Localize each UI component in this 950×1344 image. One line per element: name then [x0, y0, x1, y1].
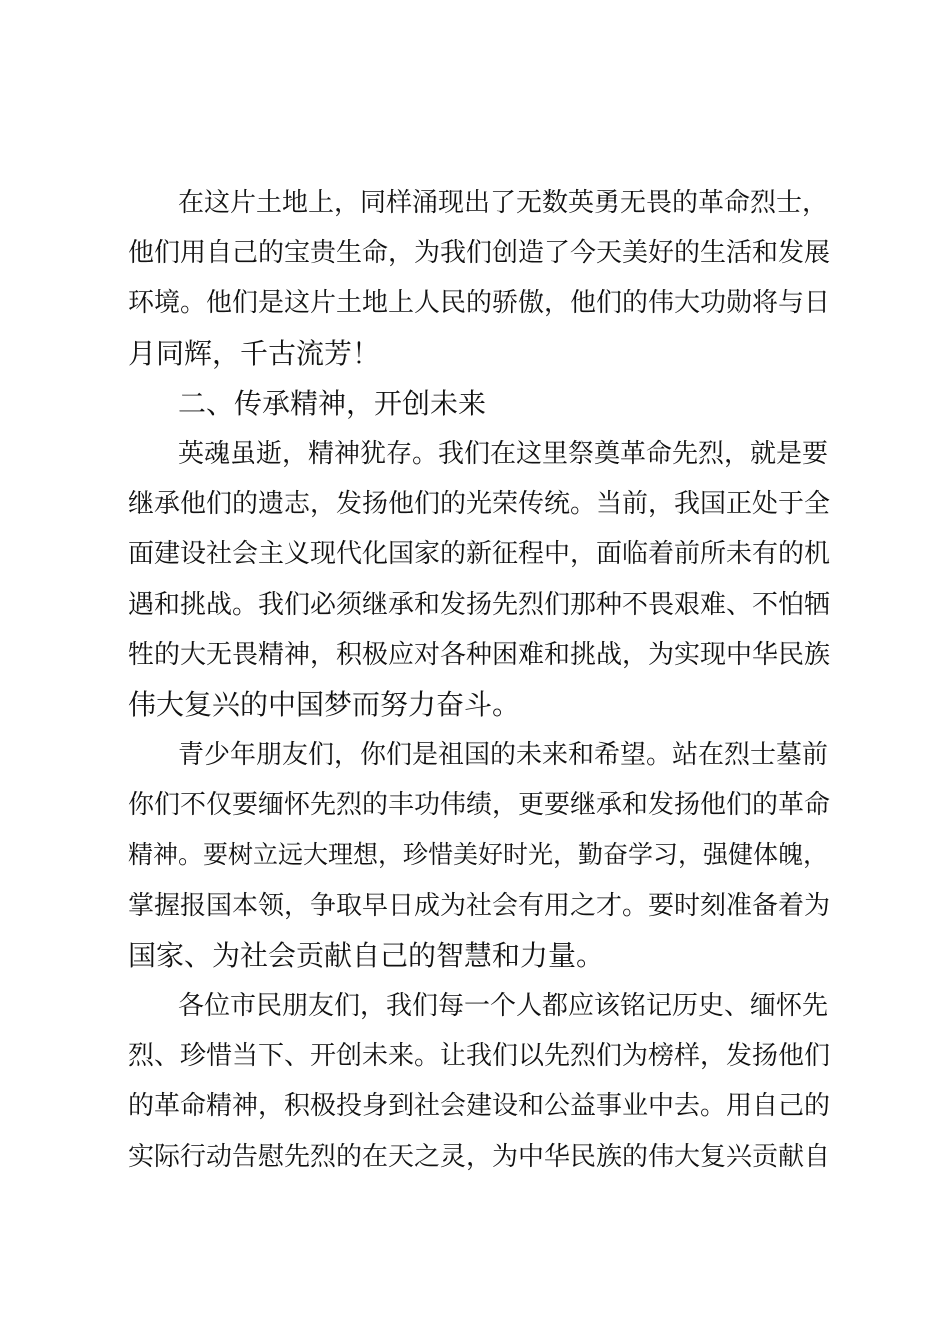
- paragraph-line: 精神。要树立远大理想，珍惜美好时光，勤奋学习，强健体魄，: [128, 840, 829, 870]
- paragraph-line: 遇和挑战。我们必须继承和发扬先烈们那种不畏艰难、不怕牺: [128, 589, 831, 620]
- paragraph-line: 掌握报国本领，争取早日成为社会有用之才。要时刻准备着为: [128, 890, 831, 921]
- document-body: [128, 178, 840, 1182]
- paragraph-line: 月同辉，千古流芳！: [128, 336, 381, 370]
- paragraph-line: 烈、珍惜当下、开创未来。让我们以先烈们为榜样，发扬他们: [128, 1041, 831, 1072]
- paragraph-line: 实际行动告慰先烈的在天之灵，为中华民族的伟大复兴贡献自: [128, 1141, 831, 1172]
- paragraph-first-line: 英魂虽逝，精神犹存。我们在这里祭奠革命先烈，就是要: [178, 438, 829, 469]
- paragraph-first-line: 二、传承精神，开创未来: [178, 386, 487, 420]
- paragraph-first-line: 青少年朋友们，你们是祖国的未来和希望。站在烈士墓前: [178, 740, 829, 771]
- paragraph-line: 继承他们的遗志，发扬他们的光荣传统。当前，我国正处于全: [128, 489, 831, 520]
- paragraph-first-line: 在这片土地上，同样涌现出了无数英勇无畏的革命烈士，: [178, 188, 829, 218]
- paragraph-line: 环境。他们是这片土地上人民的骄傲，他们的伟大功勋将与日: [128, 288, 831, 319]
- paragraph-line: 牲的大无畏精神，积极应对各种困难和挑战，为实现中华民族: [128, 639, 831, 670]
- paragraph-line: 伟大复兴的中国梦而努力奋斗。: [128, 687, 521, 721]
- paragraph-first-line: 各位市民朋友们，我们每一个人都应该铭记历史、缅怀先: [178, 991, 829, 1021]
- paragraph-line: 他们用自己的宝贵生命，为我们创造了今天美好的生活和发展: [128, 238, 831, 269]
- paragraph-line: 你们不仅要缅怀先烈的丰功伟绩，更要继承和发扬他们的革命: [128, 790, 831, 821]
- paragraph-line: 的革命精神，积极投身到社会建设和公益事业中去。用自己的: [128, 1091, 831, 1122]
- paragraph-line: 面建设社会主义现代化国家的新征程中，面临着前所未有的机: [128, 539, 831, 570]
- paragraph-line: 国家、为社会贡献自己的智慧和力量。: [128, 938, 605, 972]
